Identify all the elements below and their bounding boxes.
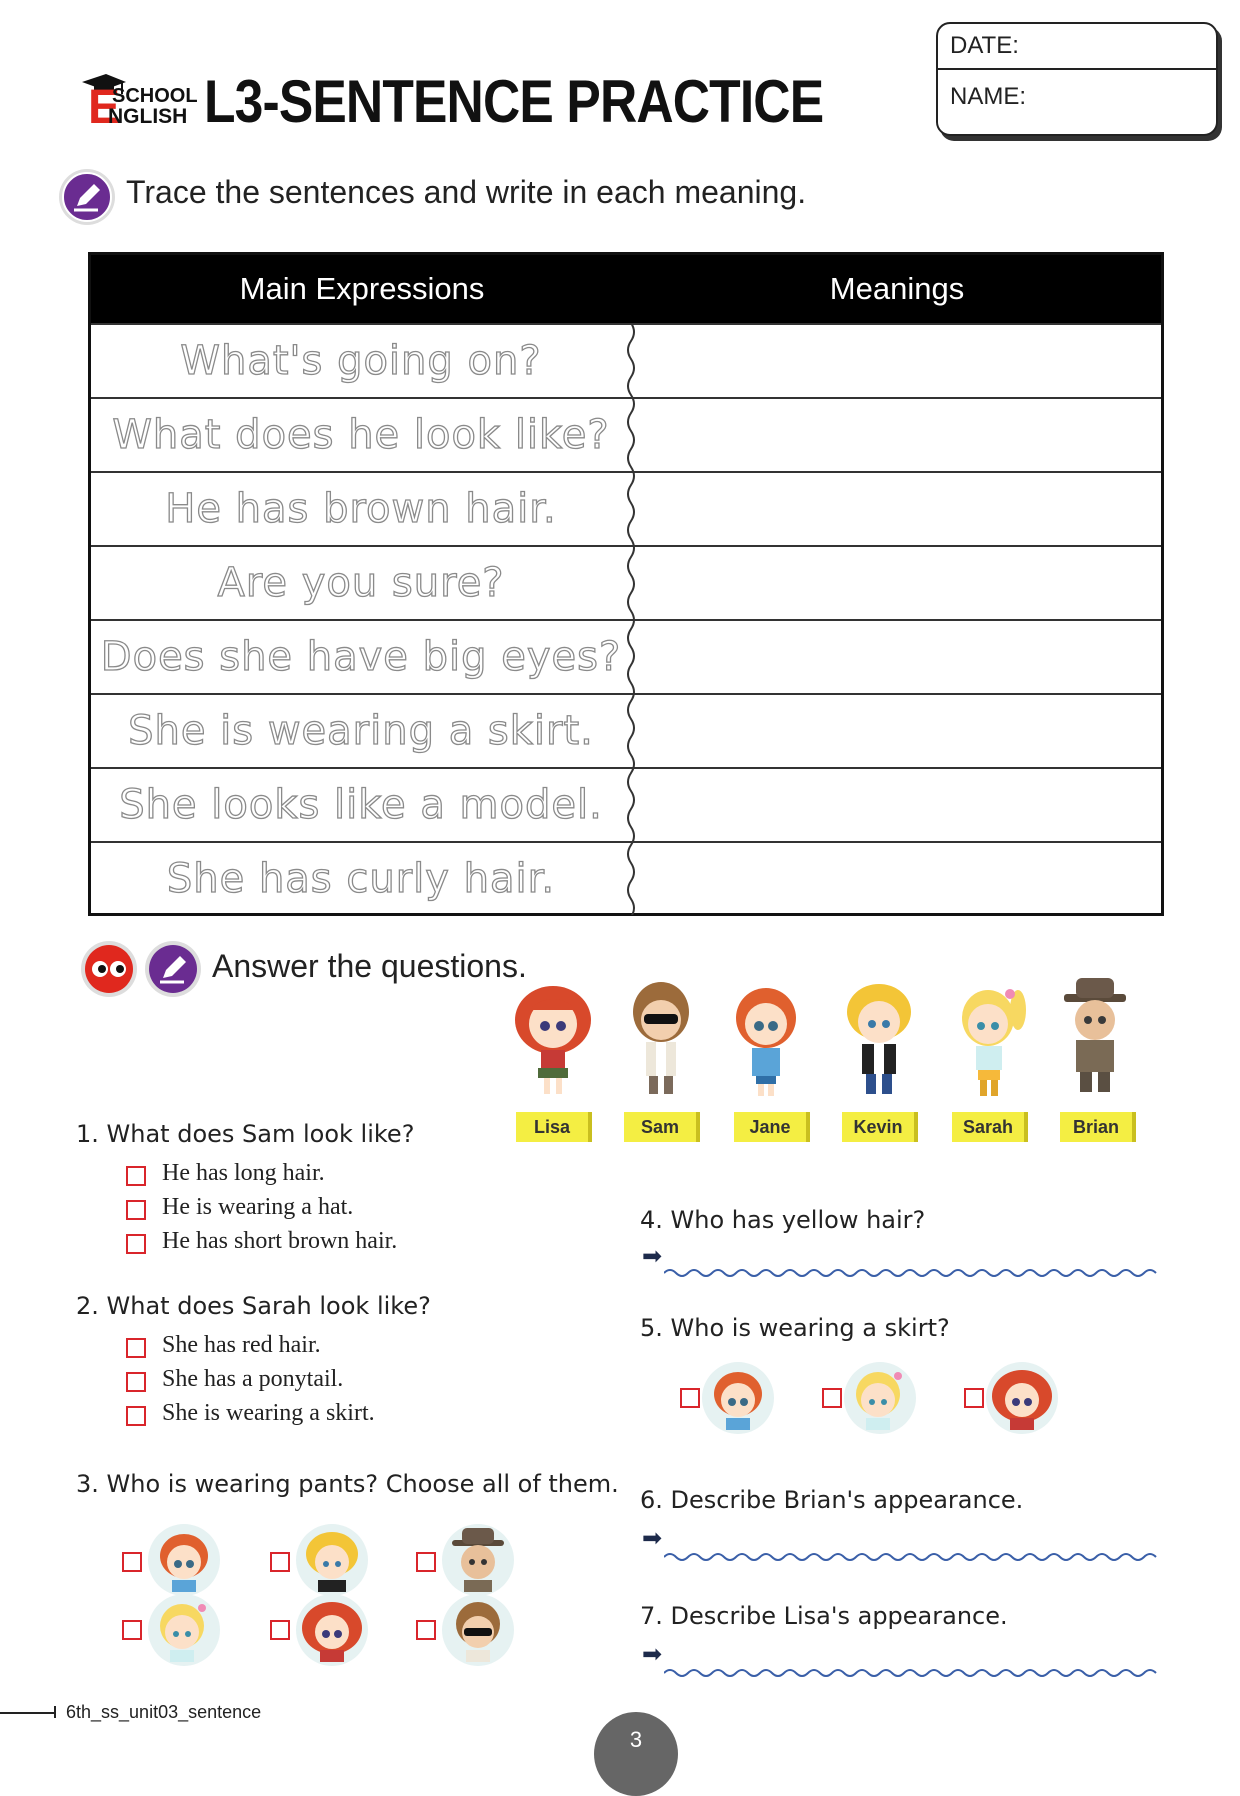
meaning-input[interactable] [637,621,1161,693]
page-title: L3-SENTENCE PRACTICE [204,68,824,135]
character-jane [726,980,806,1104]
question-6: 6. Describe Brian's appearance. [640,1486,1024,1514]
jane-face-icon [148,1524,220,1596]
q4-arrow-icon: ➡ [642,1242,663,1270]
question-5: 5. Who is wearing a skirt? [640,1314,950,1342]
meaning-input[interactable] [637,547,1161,619]
table-header [91,255,1161,323]
trace-sentence: She is wearing a skirt. [128,708,594,754]
meaning-input[interactable] [637,769,1161,841]
brian-figure-icon [1050,972,1140,1100]
q5-face-sarah [844,1362,916,1434]
question-4: 4. Who has yellow hair? [640,1206,926,1234]
q7-arrow-icon: ➡ [642,1640,663,1668]
q5-face-lisa [986,1362,1058,1434]
q3-face-sarah [148,1594,220,1666]
q7-answer-line[interactable] [664,1666,1160,1680]
q3-checkbox-kevin[interactable] [270,1552,290,1572]
meaning-input[interactable] [637,399,1161,471]
brian-face-icon [442,1524,514,1596]
trace-sentence: What's going on? [180,338,542,384]
logo-english: NGLISH [108,105,188,128]
date-label: DATE: [950,32,1019,59]
q3-checkbox-lisa[interactable] [270,1620,290,1640]
character-brian [1050,972,1140,1104]
question-1: 1. What does Sam look like? [76,1120,415,1148]
trace-sentence: Does she have big eyes? [100,634,622,680]
q5-face-jane [702,1362,774,1434]
character-sarah [948,980,1032,1104]
meaning-input[interactable] [637,473,1161,545]
q6-arrow-icon: ➡ [642,1524,663,1552]
instruction-trace: Trace the sentences and write in each meaning. [126,174,807,210]
name-tag-sarah: Sarah [952,1112,1028,1142]
trace-sentence: She has curly hair. [166,856,556,902]
q1-option-checkbox[interactable] [126,1166,146,1186]
jane-face-icon [702,1362,774,1434]
q3-checkbox-brian[interactable] [416,1552,436,1572]
q5-checkbox-jane[interactable] [680,1388,700,1408]
logo-letter-e: E [88,81,121,134]
q3-face-brian [442,1524,514,1596]
q3-face-jane [148,1524,220,1596]
lisa-face-icon [986,1362,1058,1434]
pencil-icon [58,168,116,226]
school-english-logo [80,72,198,134]
question-2: 2. What does Sarah look like? [76,1292,431,1320]
kevin-face-icon [296,1524,368,1596]
kevin-figure-icon [834,976,924,1100]
date-field[interactable] [938,24,1216,70]
q2-option-checkbox[interactable] [126,1338,146,1358]
q1-option-label: He has short brown hair. [162,1228,398,1254]
q1-option-label: He has long hair. [162,1160,325,1186]
q5-checkbox-lisa[interactable] [964,1388,984,1408]
sam-figure-icon [616,974,706,1100]
trace-sentence: Are you sure? [217,560,505,606]
q3-checkbox-sam[interactable] [416,1620,436,1640]
sarah-face-icon [148,1594,220,1666]
trace-sentence: He has brown hair. [165,486,557,532]
trace-sentence: She looks like a model. [119,782,603,828]
q1-option-checkbox[interactable] [126,1200,146,1220]
name-field[interactable] [938,70,1216,124]
sarah-figure-icon [948,980,1032,1100]
page-number: 3 [594,1712,678,1796]
q3-face-sam [442,1594,514,1666]
name-label: NAME: [950,83,1027,110]
name-tag-kevin: Kevin [842,1112,918,1142]
character-lisa [508,980,598,1104]
character-kevin [834,976,924,1104]
pencil-badge [58,168,116,230]
meaning-input[interactable] [637,695,1161,767]
q2-option-label: She has a ponytail. [162,1366,344,1392]
q2-option-label: She is wearing a skirt. [162,1400,375,1426]
lisa-figure-icon [508,980,598,1100]
q3-checkbox-sarah[interactable] [122,1620,142,1640]
q2-option-checkbox[interactable] [126,1372,146,1392]
pencil-badge [144,940,202,1002]
meaning-input[interactable] [637,843,1161,915]
name-tag-lisa: Lisa [516,1112,592,1142]
name-tag-brian: Brian [1060,1112,1136,1142]
q3-face-kevin [296,1524,368,1596]
q3-face-lisa [296,1594,368,1666]
q3-checkbox-jane[interactable] [122,1552,142,1572]
logo-school: SCHOOL [112,85,198,107]
q1-option-label: He is wearing a hat. [162,1194,354,1220]
footer-rule [0,1712,56,1714]
q4-answer-line[interactable] [664,1266,1160,1280]
trace-sentence: What does he look like? [112,412,610,458]
character-sam [616,974,706,1104]
pencil-icon [144,940,202,998]
lisa-face-icon [296,1594,368,1666]
col-header-meanings: Meanings [829,271,965,306]
column-divider [621,323,641,915]
expressions-table [88,252,1164,916]
footer-code: 6th_ss_unit03_sentence [66,1702,262,1722]
q1-option-checkbox[interactable] [126,1234,146,1254]
q2-option-label: She has red hair. [162,1332,321,1358]
sam-face-icon [442,1594,514,1666]
name-tag-jane: Jane [734,1112,810,1142]
date-name-box [936,22,1218,136]
question-7: 7. Describe Lisa's appearance. [640,1602,1008,1630]
sarah-face-icon [844,1362,916,1434]
q5-checkbox-sarah[interactable] [822,1388,842,1408]
question-3: 3. Who is wearing pants? Choose all of them. [76,1470,619,1498]
q2-option-checkbox[interactable] [126,1406,146,1426]
instruction-answer: Answer the questions. [212,948,527,984]
name-tag-sam: Sam [624,1112,700,1142]
eyes-badge [80,940,138,1002]
col-header-expressions: Main Expressions [239,271,485,306]
q6-answer-line[interactable] [664,1550,1160,1564]
jane-figure-icon [726,980,806,1100]
meaning-input[interactable] [637,325,1161,397]
footer-rule-tick [54,1706,56,1718]
eyes-icon [80,940,138,998]
